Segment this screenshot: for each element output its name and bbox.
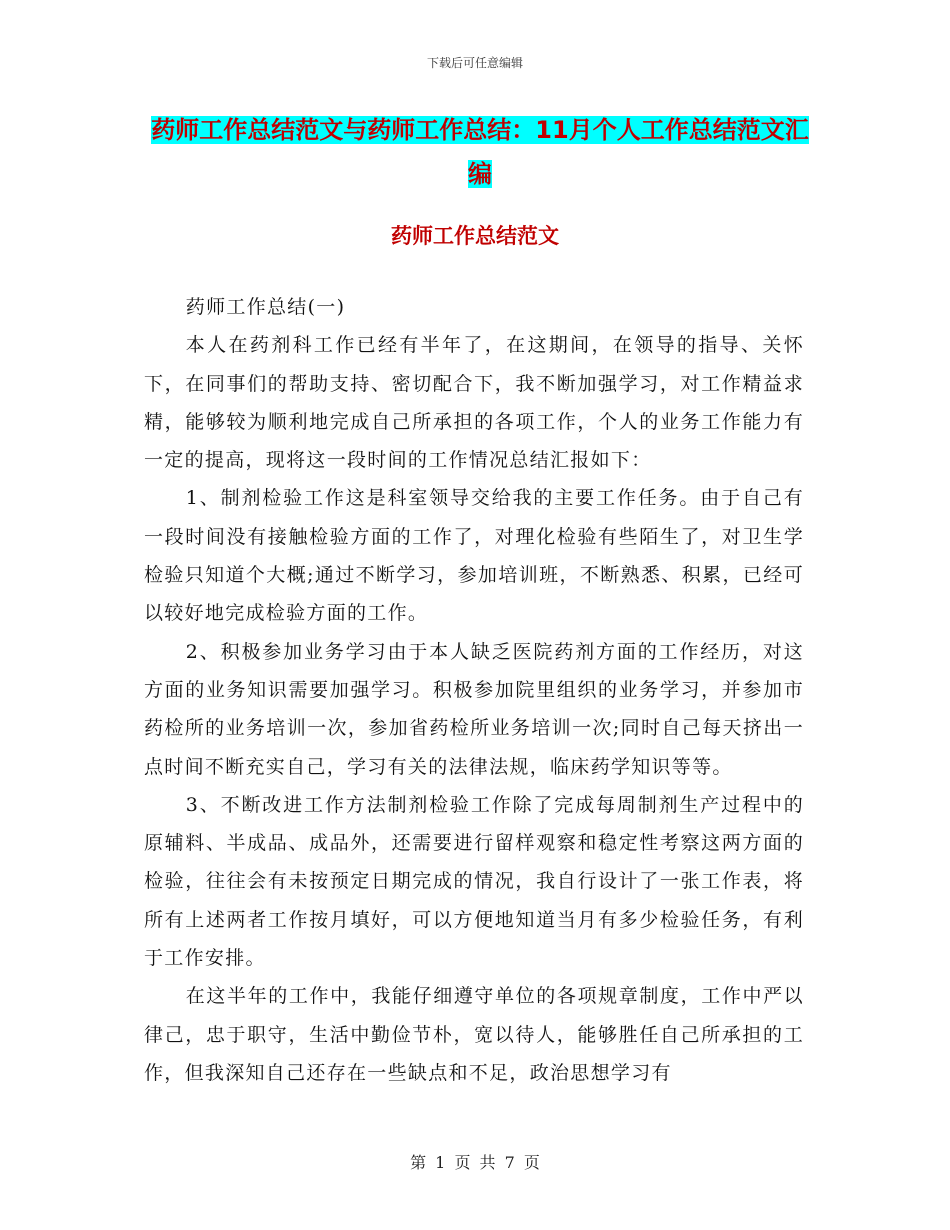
document-title-text: 药师工作总结范文与药师工作总结：11月个人工作总结范文汇编 bbox=[151, 116, 809, 188]
paragraph: 本人在药剂科工作已经有半年了，在这期间，在领导的指导、关怀下，在同事们的帮助支持、密切配合下，我不断加强学习，对工作精益求精，能够较为顺利地完成自己所承担的各项工作，个人的业务工作能力有一定的提高，现将这一段时间的工作情况总结汇报如下： bbox=[144, 334, 804, 472]
page-footer: 第 1 页 共 7 页 bbox=[410, 1153, 540, 1172]
paragraph: 3、不断改进工作方法制剂检验工作除了完成每周制剂生产过程中的原辅料、半成品、成品外，还需要进行留样观察和稳定性考察这两方面的检验，往往会有未按预定日期完成的情况，我自行设计了一张工作表，将所有上述两者工作按月填好，可以方便地知道当月有多少检验任务，有利于工作安排。 bbox=[144, 793, 804, 970]
paragraph: 在这半年的工作中，我能仔细遵守单位的各项规章制度，工作中严以律己，忠于职守，生活中勤俭节朴，宽以待人，能够胜任自己所承担的工作，但我深知自己还存在一些缺点和不足，政治思想学习有 bbox=[144, 985, 804, 1084]
section-title: 药师工作总结范文 bbox=[391, 224, 559, 248]
paragraph: 2、积极参加业务学习由于本人缺乏医院药剂方面的工作经历，对这方面的业务知识需要加强学习。积极参加院里组织的业务学习，并参加市药检所的业务培训一次，参加省药检所业务培训一次;同时自己每天挤出一点时间不断充实自己，学习有关的法律法规，临床药学知识等等。 bbox=[144, 640, 804, 778]
document-title bbox=[140, 108, 820, 196]
header-note: 下载后可任意编辑 bbox=[426, 56, 523, 70]
paragraph-subheading: 药师工作总结(一) bbox=[185, 296, 346, 318]
paragraph: 1、制剂检验工作这是科室领导交给我的主要工作任务。由于自己有一段时间没有接触检验方面的工作了，对理化检验有些陌生了，对卫生学检验只知道个大概;通过不断学习，参加培训班，不断熟悉、积累，已经可以较好地完成检验方面的工作。 bbox=[144, 487, 804, 625]
document-body bbox=[144, 288, 804, 1092]
